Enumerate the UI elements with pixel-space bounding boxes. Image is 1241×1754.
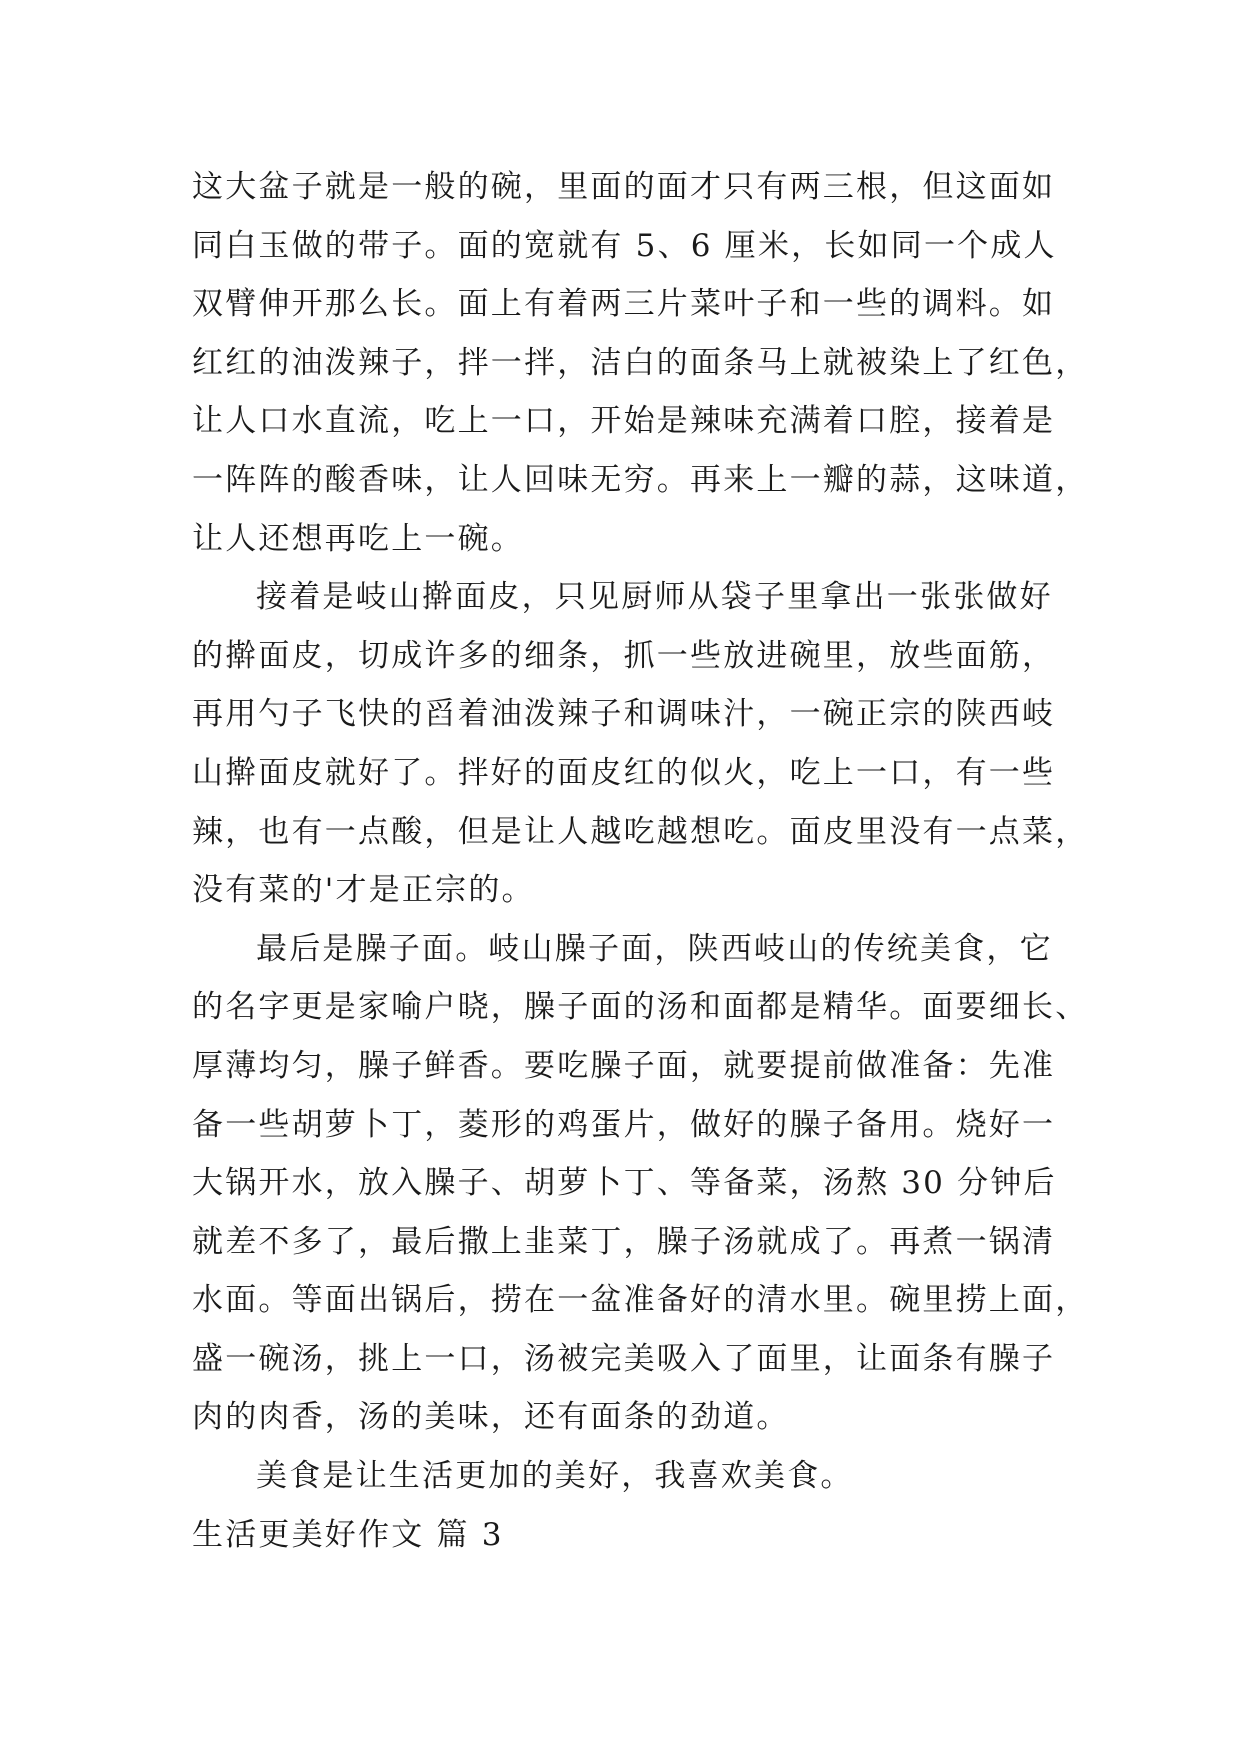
text-line: 让人还想再吃上一碗。 bbox=[192, 520, 524, 557]
text-line: 让人口水直流，吃上一口，开始是辣味充满着口腔，接着是 bbox=[192, 403, 1056, 440]
text-line: 的名字更是家喻户晓，臊子面的汤和面都是精华。面要细长、 bbox=[192, 989, 1089, 1026]
text-line: 厚薄均匀，臊子鲜香。要吃臊子面，就要提前做准备：先准 bbox=[192, 1047, 1056, 1084]
text-line: 双臂伸开那么长。面上有着两三片菜叶子和一些的调料。如 bbox=[192, 286, 1056, 323]
text-line: 备一些胡萝卜丁，菱形的鸡蛋片，做好的臊子备用。烧好一 bbox=[192, 1106, 1056, 1143]
text-line: 水面。等面出锅后，捞在一盆准备好的清水里。碗里捞上面， bbox=[192, 1282, 1089, 1319]
text-line: 红红的油泼辣子，拌一拌，洁白的面条马上就被染上了红色， bbox=[192, 344, 1089, 381]
paragraph-start-line: 美食是让生活更加的美好，我喜欢美食。 bbox=[256, 1458, 854, 1495]
text-line: 再用勺子飞快的舀着油泼辣子和调味汁，一碗正宗的陕西岐 bbox=[192, 696, 1056, 733]
text-line: 肉的肉香，汤的美味，还有面条的劲道。 bbox=[192, 1399, 790, 1436]
text-line: 盛一碗汤，挑上一口，汤被完美吸入了面里，让面条有臊子 bbox=[192, 1340, 1056, 1377]
text-line: 同白玉做的带子。面的宽就有 5、6 厘米，长如同一个成人 bbox=[192, 227, 1057, 264]
text-line: 的擀面皮，切成许多的细条，抓一些放进碗里，放些面筋， bbox=[192, 637, 1056, 674]
text-line: 山擀面皮就好了。拌好的面皮红的似火，吃上一口，有一些 bbox=[192, 754, 1056, 791]
paragraph-start-line: 接着是岐山擀面皮，只见厨师从袋子里拿出一张张做好 bbox=[256, 579, 1053, 616]
text-line: 大锅开水，放入臊子、胡萝卜丁、等备菜，汤熬 30 分钟后 bbox=[192, 1165, 1057, 1202]
text-line: 没有菜的'才是正宗的。 bbox=[192, 872, 535, 909]
section-heading: 生活更美好作文 篇 3 bbox=[192, 1516, 504, 1553]
paragraph-start-line: 最后是臊子面。岐山臊子面，陕西岐山的传统美食，它 bbox=[256, 930, 1053, 967]
text-line: 辣，也有一点酸，但是让人越吃越想吃。面皮里没有一点菜， bbox=[192, 813, 1089, 850]
text-line: 这大盆子就是一般的碗，里面的面才只有两三根，但这面如 bbox=[192, 169, 1056, 205]
text-line: 一阵阵的酸香味，让人回味无穷。再来上一瓣的蒜，这味道， bbox=[192, 461, 1089, 498]
text-line: 就差不多了，最后撒上韭菜丁，臊子汤就成了。再煮一锅清 bbox=[192, 1223, 1056, 1260]
document-body bbox=[192, 158, 1089, 1564]
